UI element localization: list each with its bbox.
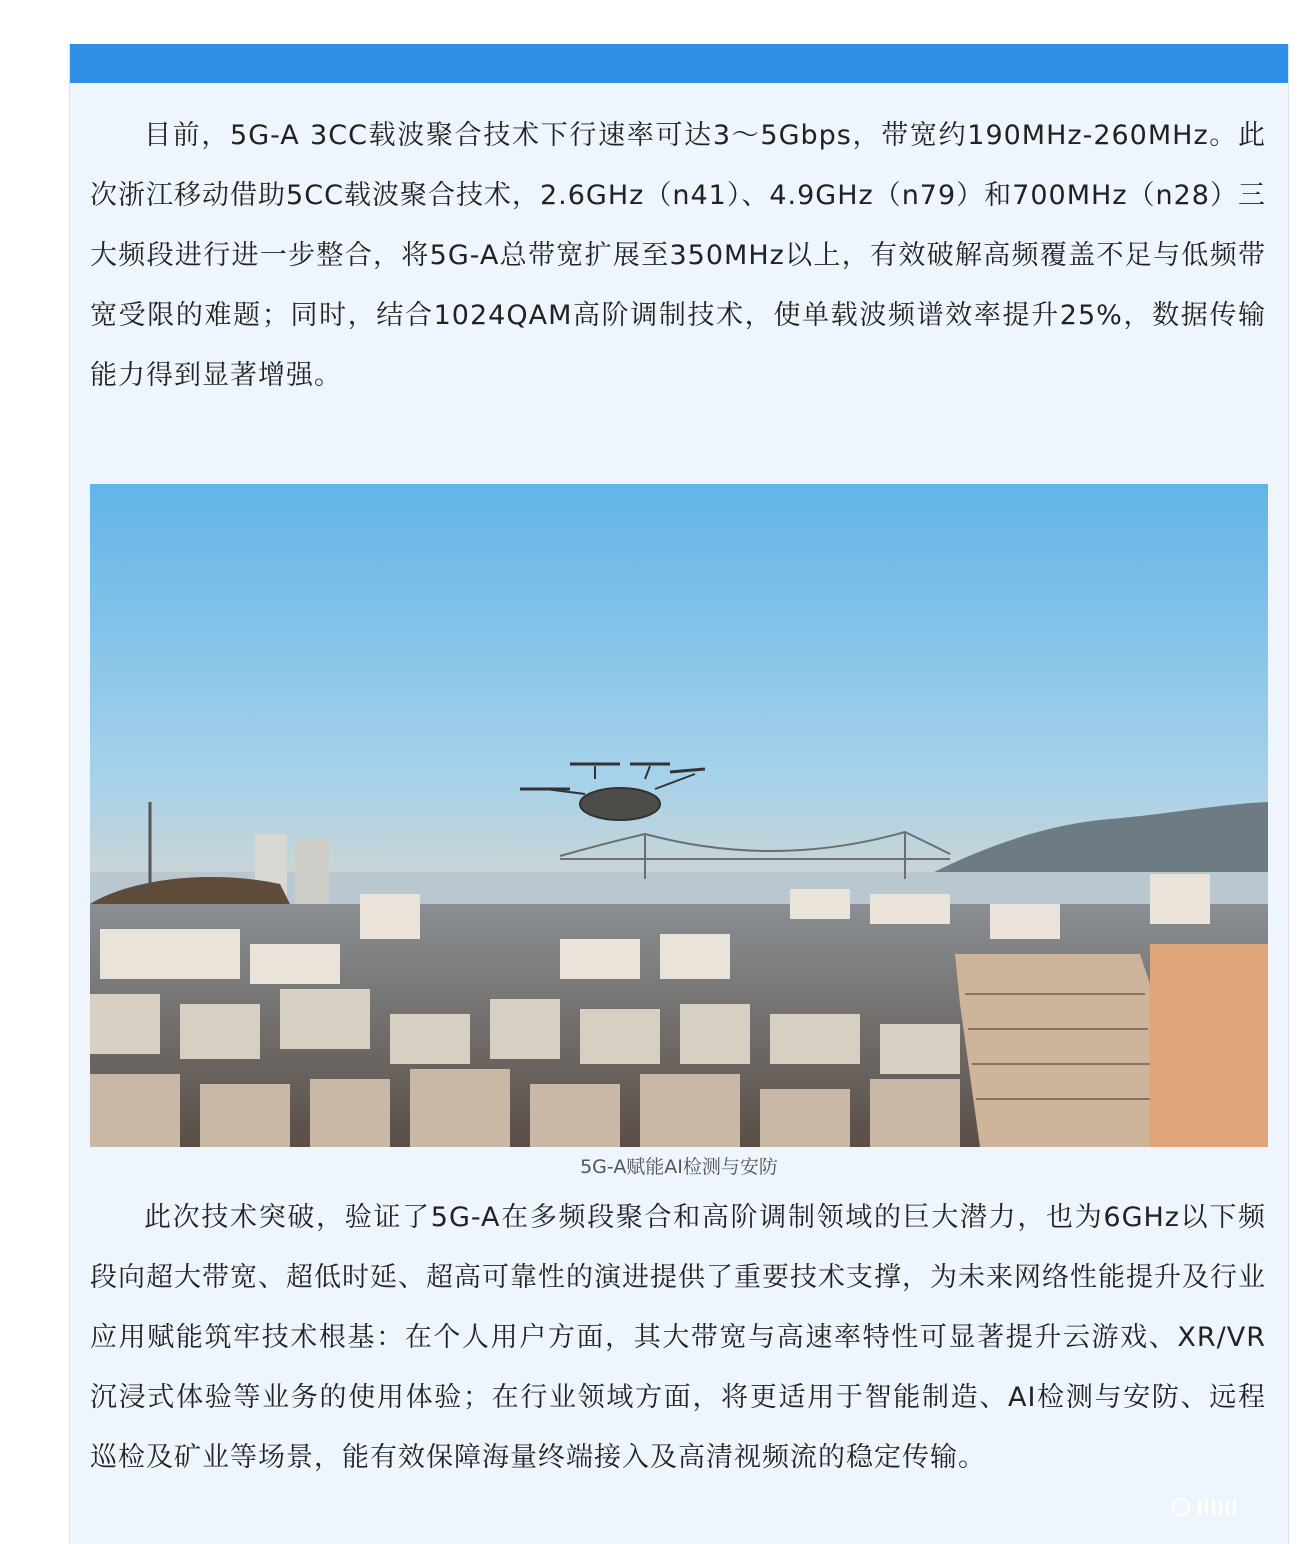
watermark-bars-icon: [1198, 1499, 1236, 1515]
header-bar: [70, 44, 1288, 83]
watermark-ring-icon: [1172, 1498, 1190, 1516]
watermark: [1172, 1496, 1288, 1518]
article-photo: [90, 484, 1268, 1147]
article-card: [69, 44, 1289, 1544]
tower-building-2: [295, 839, 329, 904]
photo-caption: 5G-A赋能AI检测与安防: [580, 1156, 778, 1178]
foreground-building: [955, 944, 1268, 1147]
article-paragraph-2: 此次技术突破，验证了5G-A在多频段聚合和高阶调制领域的巨大潜力，也为6GHz以下频段向超大带宽、超低时延、超高可靠性的演进提供了重要技术支撑，为未来网络性能提升及行业应用赋能筑牢技术根基：在个人用户方面，其大带宽与高速率特性可显著提升云游戏、XR/VR沉浸式体验等业务的使用体验；在行业领域方面，将更适用于智能制造、AI检测与安防、远程巡检及矿业等场景，能有效保障海量终端接入及高清视频流的稳定传输。: [90, 1202, 1266, 1473]
article-paragraph-1: 目前，5G-A 3CC载波聚合技术下行速率可达3～5Gbps，带宽约190MHz-260MHz。此次浙江移动借助5CC载波聚合技术，2.6GHz（n41）、4.9GHz（n79）和700MHz（n28）三大频段进行进一步整合，将5G-A总带宽扩展至350MHz以上，有效破解高频覆盖不足与低频带宽受限的难题；同时，结合1024QAM高阶调制技术，使单载波频谱效率提升25%，数据传输能力得到显著增强。: [90, 120, 1266, 391]
